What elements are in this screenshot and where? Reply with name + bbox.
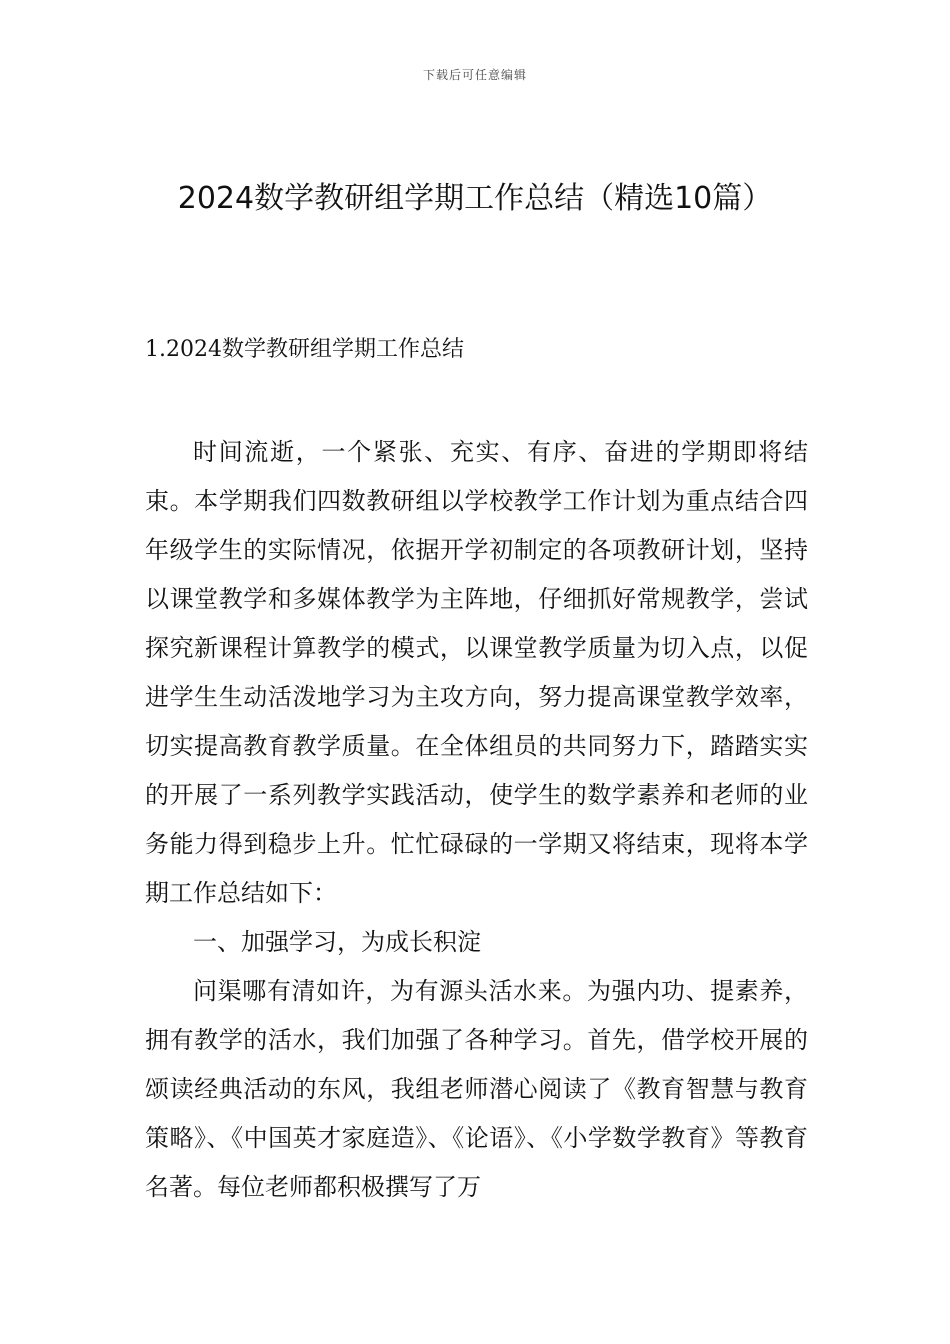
paragraph: 问渠哪有清如许，为有源头活水来。为强内功、提素养，拥有教学的活水，我们加强了各种学习。首先，借学校开展的颂读经典活动的东风，我组老师潜心阅读了《教育智慧与教育策略》、《中国英才家庭造》、《论语》、《小学数学教育》等教育名著。每位老师都积极撰写了万 [145, 977, 808, 1201]
subsection-heading: 一、加强学习，为成长积淀 [193, 928, 481, 956]
paragraph: 时间流逝，一个紧张、充实、有序、奋进的学期即将结束。本学期我们四数教研组以学校教学工作计划为重点结合四年级学生的实际情况，依据开学初制定的各项教研计划，坚持以课堂教学和多媒体教学为主阵地，仔细抓好常规教学，尝试探究新课程计算教学的模式，以课堂教学质量为切入点，以促进学生生动活泼地学习为主攻方向，努力提高课堂教学效率，切实提高教育教学质量。在全体组员的共同努力下，踏踏实实的开展了一系列教学实践活动，使学生的数学素养和老师的业务能力得到稳步上升。忙忙碌碌的一学期又将结束，现将本学期工作总结如下： [145, 438, 808, 907]
document-title: 2024数学教研组学期工作总结（精选10篇） [177, 181, 773, 216]
header-note: 下载后可任意编辑 [422, 68, 527, 82]
section-title: 1.2024数学教研组学期工作总结 [145, 337, 464, 362]
body-text [145, 428, 808, 1212]
